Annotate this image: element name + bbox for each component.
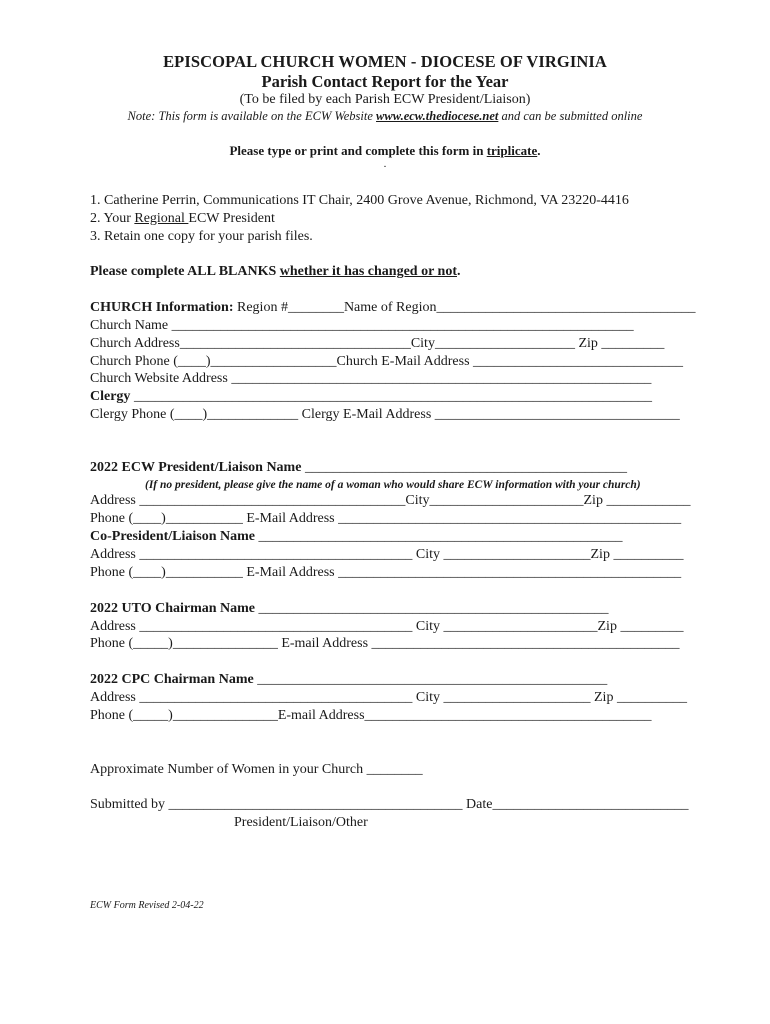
complete-all-suffix: .	[457, 264, 461, 279]
instructions-emphasis: triplicate	[486, 143, 538, 158]
president-address-field[interactable]: Address ______________________________________City______________________Zip ____________	[90, 493, 691, 508]
instructions-prefix: Please type or print and complete this form in	[229, 143, 487, 158]
submitted-by-field[interactable]: Submitted by __________________________________________ Date____________________________	[90, 797, 689, 812]
president-phone-field[interactable]: Phone (____)___________ E-Mail Address _________________________________________________	[90, 511, 682, 526]
church-name-field[interactable]: Church Name __________________________________________________________________	[90, 318, 634, 333]
co-president-phone-field[interactable]: Phone (____)___________ E-Mail Address _________________________________________________	[90, 565, 682, 580]
cpc-label: 2022 CPC Chairman Name	[90, 672, 254, 687]
submitted-caption: President/Liaison/Other	[234, 815, 368, 830]
clergy-line: __________________________________________________________________________	[130, 389, 652, 404]
form-revision-footer: ECW Form Revised 2-04-22	[90, 900, 204, 911]
uto-name-field[interactable]	[90, 601, 609, 617]
website-note	[0, 109, 770, 124]
form-subtitle: Parish Contact Report for the Year	[261, 72, 509, 91]
distribution-item-2	[90, 211, 275, 227]
co-president-label: Co-President/Liaison Name	[90, 529, 256, 544]
church-info-label: CHURCH Information:	[90, 300, 234, 315]
complete-all-underlined: whether it has changed or not	[279, 264, 457, 279]
form-title: EPISCOPAL CHURCH WOMEN - DIOCESE OF VIRGINIA	[163, 52, 607, 71]
instructions	[0, 143, 770, 159]
uto-address-field[interactable]: Address _______________________________________ City ______________________Zip _________	[90, 619, 684, 634]
co-president-address-field[interactable]: Address _______________________________________ City _____________________Zip __________	[90, 547, 684, 562]
church-region-line: Region #________Name of Region_____________________________________	[233, 300, 696, 315]
item2-underlined: Regional	[134, 211, 189, 226]
women-count-field[interactable]: Approximate Number of Women in your Church ________	[90, 762, 423, 777]
complete-all-prefix: Please complete ALL BLANKS	[90, 264, 280, 279]
uto-label: 2022 UTO Chairman Name	[90, 601, 256, 616]
note-suffix: and can be submitted online	[498, 109, 643, 123]
cpc-name-field[interactable]	[90, 672, 607, 688]
complete-all-instruction	[90, 264, 461, 280]
filed-by-note: (To be filed by each Parish ECW President/Liaison)	[239, 92, 531, 107]
co-president-name-field[interactable]	[90, 529, 623, 545]
clergy-label: Clergy	[90, 389, 131, 404]
church-region-field[interactable]	[90, 300, 695, 316]
cpc-phone-field[interactable]: Phone (_____)_______________E-mail Address_________________________________________	[90, 708, 652, 723]
president-label: 2022 ECW President/Liaison Name	[90, 460, 302, 475]
uto-phone-field[interactable]: Phone (_____)_______________ E-mail Address ____________________________________________	[90, 636, 680, 651]
church-website-field[interactable]: Church Website Address ____________________________________________________________	[90, 371, 652, 386]
item2-prefix: 2. Your	[90, 211, 135, 226]
church-address-field[interactable]: Church Address_________________________________City____________________ Zip _________	[90, 336, 665, 351]
president-line: ______________________________________________	[301, 460, 627, 475]
co-president-line: ____________________________________________________	[255, 529, 623, 544]
uto-line: __________________________________________________	[255, 601, 609, 616]
cpc-line: __________________________________________________	[253, 672, 608, 687]
church-phone-field[interactable]: Church Phone (____)__________________Church E-Mail Address ______________________________	[90, 354, 684, 369]
distribution-item-3: 3. Retain one copy for your parish files.	[90, 229, 313, 244]
instructions-suffix: .	[537, 143, 541, 158]
separator-dot: .	[383, 158, 387, 170]
clergy-field[interactable]	[90, 389, 652, 405]
president-note: (If no president, please give the name of a woman who would share ECW information with your church)	[145, 479, 641, 491]
president-name-field[interactable]	[90, 460, 627, 476]
website-link[interactable]: www.ecw.thediocese.net	[376, 109, 499, 123]
note-prefix: Note: This form is available on the ECW Website	[127, 109, 377, 123]
distribution-item-1: 1. Catherine Perrin, Communications IT Chair, 2400 Grove Avenue, Richmond, VA 23220-4416	[90, 193, 629, 208]
item2-suffix: ECW President	[188, 211, 275, 226]
clergy-phone-field[interactable]: Clergy Phone (____)_____________ Clergy E-Mail Address ___________________________________	[90, 407, 680, 422]
cpc-address-field[interactable]: Address _______________________________________ City _____________________ Zip __________	[90, 690, 687, 705]
